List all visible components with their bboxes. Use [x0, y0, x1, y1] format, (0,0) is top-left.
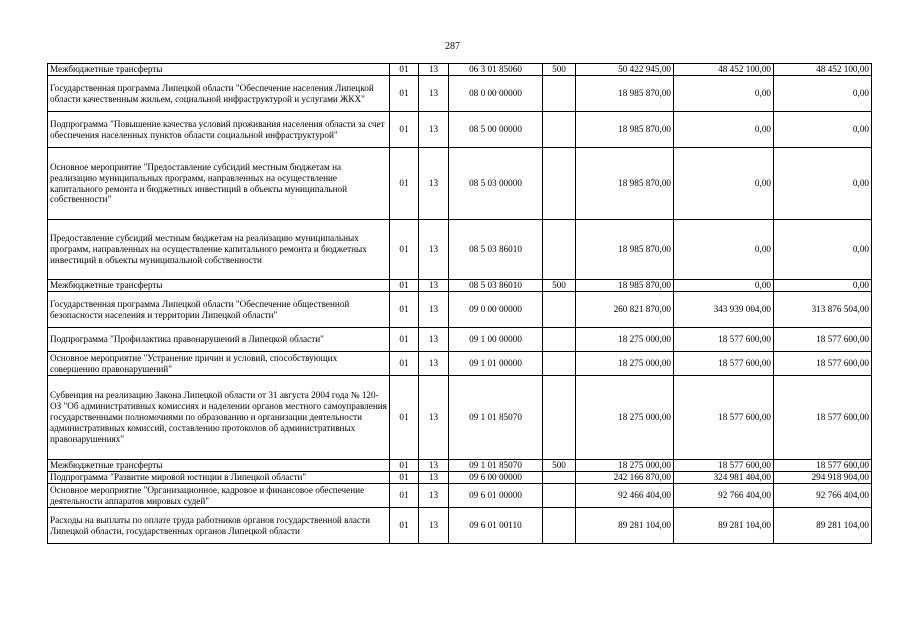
- amount-year3-cell: 0,00: [774, 280, 872, 292]
- section-code-cell: 01: [390, 280, 419, 292]
- row-name-cell: Подпрограмма "Повышение качества условий проживания населения области за счет обеспечения населенных пунктов области социальной инфраструктурой": [48, 112, 390, 148]
- amount-year2-cell: 0,00: [674, 148, 774, 220]
- target-article-cell: 08 5 03 00000: [449, 148, 543, 220]
- amount-year2-cell: 343 939 004,00: [674, 292, 774, 328]
- target-article-cell: 09 1 01 00000: [449, 352, 543, 376]
- amount-year1-cell: 242 166 870,00: [576, 472, 674, 484]
- amount-year3-cell: 0,00: [774, 220, 872, 280]
- table-row: [48, 376, 872, 460]
- table-row: [48, 280, 872, 292]
- row-name-cell: Государственная программа Липецкой области "Обеспечение общественной безопасности населения и территории Липецкой области": [48, 292, 390, 328]
- expense-type-cell: [543, 220, 576, 280]
- subsection-code-cell: 13: [419, 508, 449, 544]
- amount-year3-cell: 294 918 904,00: [774, 472, 872, 484]
- target-article-cell: 08 5 03 86010: [449, 220, 543, 280]
- target-article-cell: 09 0 00 00000: [449, 292, 543, 328]
- row-name-cell: Расходы на выплаты по оплате труда работников органов государственной власти Липецкой области, государственных органов Липецкой области: [48, 508, 390, 544]
- amount-year3-cell: 92 766 404,00: [774, 484, 872, 508]
- table-row: [48, 472, 872, 484]
- amount-year3-cell: 18 577 600,00: [774, 376, 872, 460]
- amount-year3-cell: 18 577 600,00: [774, 460, 872, 472]
- subsection-code-cell: 13: [419, 472, 449, 484]
- section-code-cell: 01: [390, 64, 419, 76]
- section-code-cell: 01: [390, 220, 419, 280]
- amount-year2-cell: 0,00: [674, 220, 774, 280]
- expense-type-cell: 500: [543, 64, 576, 76]
- target-article-cell: 09 6 00 00000: [449, 472, 543, 484]
- amount-year3-cell: 18 577 600,00: [774, 352, 872, 376]
- target-article-cell: 09 1 00 00000: [449, 328, 543, 352]
- row-name-cell: Основное мероприятие "Организационное, кадровое и финансовое обеспечение деятельности аппаратов мировых судей": [48, 484, 390, 508]
- amount-year2-cell: 18 577 600,00: [674, 352, 774, 376]
- row-name-cell: Основное мероприятие "Предоставление субсидий местным бюджетам на реализацию муниципальных программ, направленных на осуществление капитального ремонта и бюджетных инвестиций в объекты муниципальной собственности": [48, 148, 390, 220]
- table-row: [48, 352, 872, 376]
- amount-year1-cell: 18 275 000,00: [576, 328, 674, 352]
- subsection-code-cell: 13: [419, 376, 449, 460]
- amount-year2-cell: 89 281 104,00: [674, 508, 774, 544]
- table-row: [48, 484, 872, 508]
- amount-year1-cell: 18 275 000,00: [576, 376, 674, 460]
- section-code-cell: 01: [390, 352, 419, 376]
- amount-year1-cell: 18 275 000,00: [576, 352, 674, 376]
- subsection-code-cell: 13: [419, 76, 449, 112]
- amount-year1-cell: 18 985 870,00: [576, 112, 674, 148]
- table-row: [48, 220, 872, 280]
- row-name-cell: Основное мероприятие "Устранение причин и условий, способствующих совершению правонарушений": [48, 352, 390, 376]
- target-article-cell: 08 5 03 86010: [449, 280, 543, 292]
- amount-year3-cell: 0,00: [774, 76, 872, 112]
- amount-year1-cell: 18 275 000,00: [576, 460, 674, 472]
- amount-year1-cell: 18 985 870,00: [576, 76, 674, 112]
- target-article-cell: 08 5 00 00000: [449, 112, 543, 148]
- expense-type-cell: [543, 76, 576, 112]
- subsection-code-cell: 13: [419, 220, 449, 280]
- amount-year2-cell: 0,00: [674, 112, 774, 148]
- amount-year1-cell: 92 466 404,00: [576, 484, 674, 508]
- row-name-cell: Межбюджетные трансферты: [48, 460, 390, 472]
- section-code-cell: 01: [390, 484, 419, 508]
- row-name-cell: Государственная программа Липецкой области "Обеспечение населения Липецкой области качественным жильем, социальной инфраструктурой и услугами ЖКХ": [48, 76, 390, 112]
- row-name-cell: Межбюджетные трансферты: [48, 64, 390, 76]
- section-code-cell: 01: [390, 148, 419, 220]
- subsection-code-cell: 13: [419, 328, 449, 352]
- table-row: [48, 460, 872, 472]
- target-article-cell: 06 3 01 85060: [449, 64, 543, 76]
- expense-type-cell: [543, 472, 576, 484]
- expense-type-cell: [543, 484, 576, 508]
- subsection-code-cell: 13: [419, 484, 449, 508]
- amount-year1-cell: 18 985 870,00: [576, 220, 674, 280]
- expense-type-cell: [543, 148, 576, 220]
- section-code-cell: 01: [390, 508, 419, 544]
- amount-year3-cell: 89 281 104,00: [774, 508, 872, 544]
- section-code-cell: 01: [390, 328, 419, 352]
- page-number: 287: [445, 41, 460, 52]
- table-row: [48, 508, 872, 544]
- amount-year1-cell: 260 821 870,00: [576, 292, 674, 328]
- amount-year1-cell: 50 422 945,00: [576, 64, 674, 76]
- target-article-cell: 09 6 01 00110: [449, 508, 543, 544]
- row-name-cell: Подпрограмма "Развитие мировой юстиции в Липецкой области": [48, 472, 390, 484]
- expense-type-cell: [543, 292, 576, 328]
- amount-year3-cell: 0,00: [774, 148, 872, 220]
- target-article-cell: 09 1 01 85070: [449, 460, 543, 472]
- table-row: [48, 64, 872, 76]
- expense-type-cell: [543, 328, 576, 352]
- subsection-code-cell: 13: [419, 112, 449, 148]
- row-name-cell: Межбюджетные трансферты: [48, 280, 390, 292]
- table-row: [48, 76, 872, 112]
- table-row: [48, 328, 872, 352]
- expense-type-cell: [543, 112, 576, 148]
- amount-year3-cell: 18 577 600,00: [774, 328, 872, 352]
- budget-table: [47, 63, 872, 544]
- target-article-cell: 08 0 00 00000: [449, 76, 543, 112]
- amount-year1-cell: 18 985 870,00: [576, 280, 674, 292]
- subsection-code-cell: 13: [419, 460, 449, 472]
- amount-year2-cell: 18 577 600,00: [674, 328, 774, 352]
- amount-year3-cell: 0,00: [774, 112, 872, 148]
- subsection-code-cell: 13: [419, 64, 449, 76]
- expense-type-cell: [543, 508, 576, 544]
- amount-year2-cell: 48 452 100,00: [674, 64, 774, 76]
- section-code-cell: 01: [390, 112, 419, 148]
- section-code-cell: 01: [390, 472, 419, 484]
- expense-type-cell: [543, 376, 576, 460]
- expense-type-cell: [543, 352, 576, 376]
- subsection-code-cell: 13: [419, 292, 449, 328]
- amount-year1-cell: 89 281 104,00: [576, 508, 674, 544]
- amount-year1-cell: 18 985 870,00: [576, 148, 674, 220]
- table-body: [48, 64, 872, 544]
- subsection-code-cell: 13: [419, 148, 449, 220]
- table-row: [48, 112, 872, 148]
- section-code-cell: 01: [390, 292, 419, 328]
- amount-year2-cell: 18 577 600,00: [674, 460, 774, 472]
- amount-year2-cell: 0,00: [674, 76, 774, 112]
- target-article-cell: 09 1 01 85070: [449, 376, 543, 460]
- table-row: [48, 292, 872, 328]
- target-article-cell: 09 6 01 00000: [449, 484, 543, 508]
- row-name-cell: Предоставление субсидий местным бюджетам на реализацию муниципальных программ, направленных на осуществление капитального ремонта и бюджетных инвестиций в объекты муниципальной собственности: [48, 220, 390, 280]
- amount-year3-cell: 313 876 504,00: [774, 292, 872, 328]
- row-name-cell: Субвенция на реализацию Закона Липецкой области от 31 августа 2004 года № 120-ОЗ "Об административных комиссиях и наделении органов местного самоуправления государственными полномочиями по образованию и организации деятельности административных комиссий, составлению протоколов об административных правонарушениях": [48, 376, 390, 460]
- amount-year2-cell: 0,00: [674, 280, 774, 292]
- section-code-cell: 01: [390, 376, 419, 460]
- amount-year3-cell: 48 452 100,00: [774, 64, 872, 76]
- table-row: [48, 148, 872, 220]
- amount-year2-cell: 18 577 600,00: [674, 376, 774, 460]
- expense-type-cell: 500: [543, 460, 576, 472]
- section-code-cell: 01: [390, 76, 419, 112]
- subsection-code-cell: 13: [419, 352, 449, 376]
- expense-type-cell: 500: [543, 280, 576, 292]
- section-code-cell: 01: [390, 460, 419, 472]
- subsection-code-cell: 13: [419, 280, 449, 292]
- amount-year2-cell: 324 981 404,00: [674, 472, 774, 484]
- row-name-cell: Подпрограмма "Профилактика правонарушений в Липецкой области": [48, 328, 390, 352]
- amount-year2-cell: 92 766 404,00: [674, 484, 774, 508]
